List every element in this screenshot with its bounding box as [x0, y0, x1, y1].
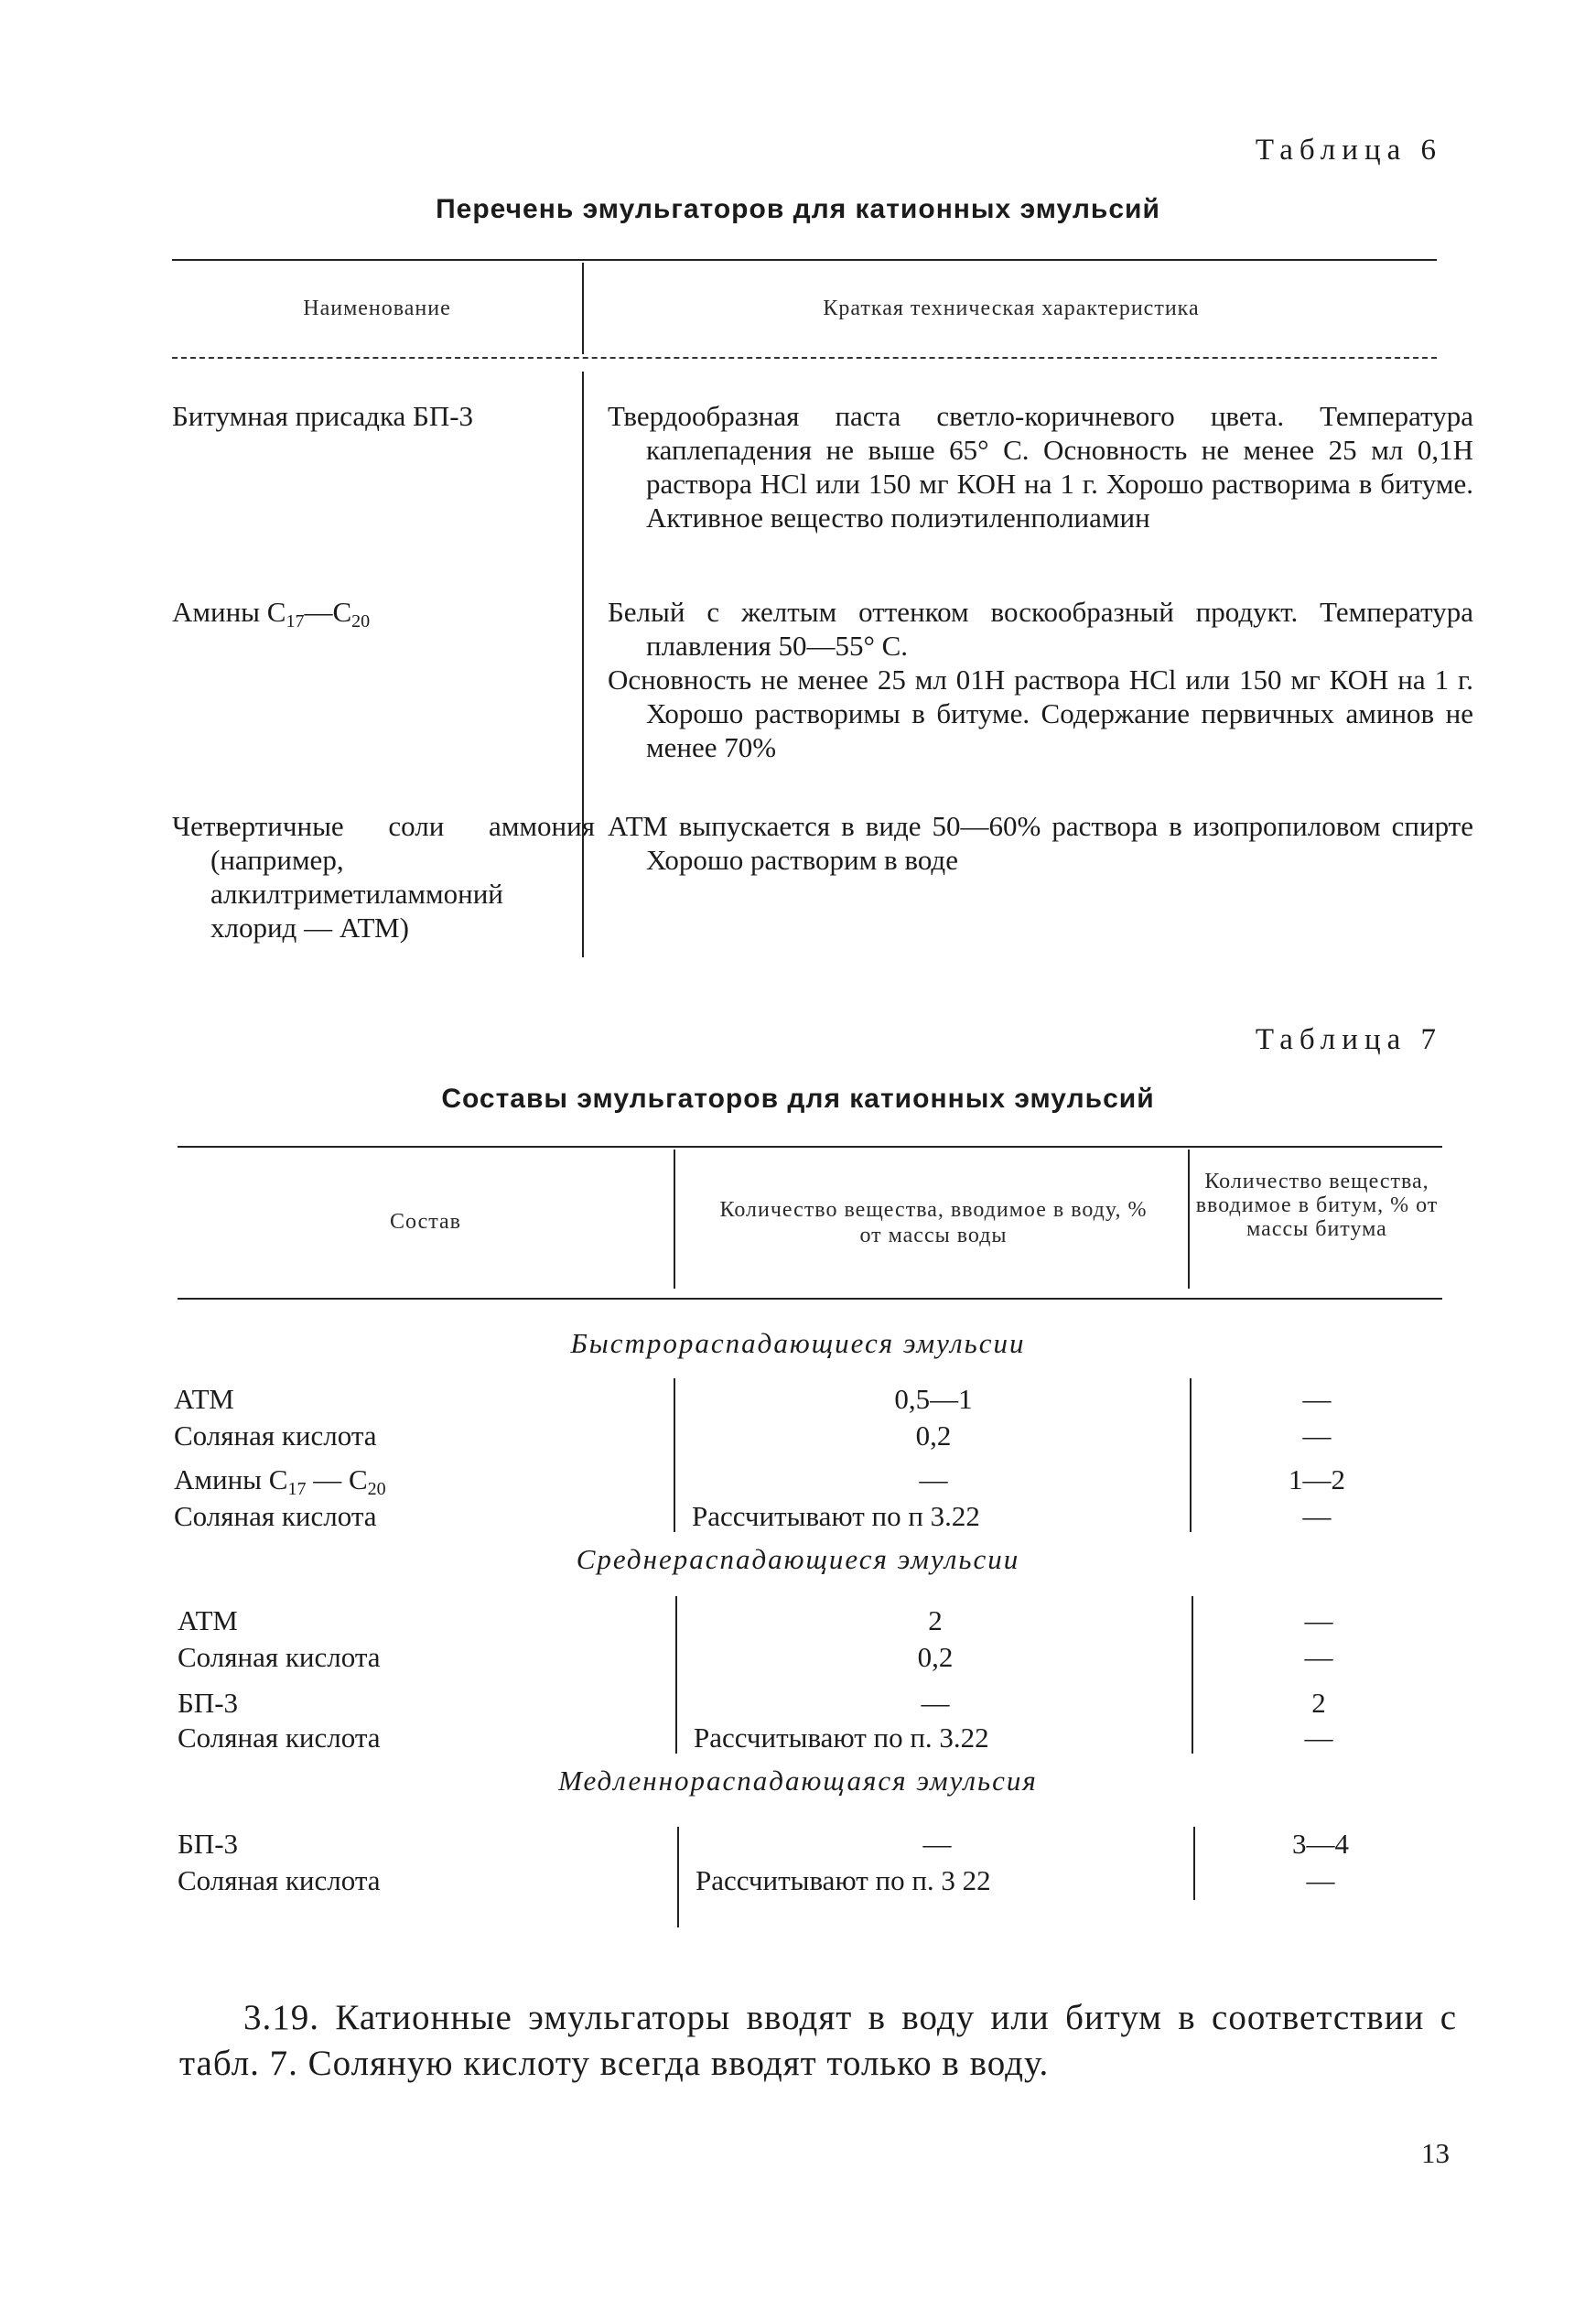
- paragraph-text: Катионные эмульгаторы вводят в воду или битум в соответствии с табл. 7. Соляную кислоту всегда вводят только в воду.: [179, 1998, 1458, 2083]
- table-7-s2-row-3-water: —: [921, 1687, 950, 1719]
- table-7-s1-row-3-bitumen: 1—2: [1289, 1463, 1345, 1495]
- table-7-s2-row-2-water: 0,2: [917, 1641, 954, 1673]
- table-6-row-2-desc-part-1: Белый с желтым оттенком воскообразный продукт. Температура плавления 50—55° С.: [608, 596, 1473, 662]
- table-7-s1-row-4-water: Рассчитывают по п 3.22: [692, 1500, 980, 1532]
- table-7-s2-row-1-bitumen: —: [1304, 1604, 1333, 1636]
- table-7-s2-row-3-composition: БП-3: [178, 1687, 239, 1719]
- table-7-s2-row-2-bitumen: —: [1304, 1641, 1333, 1673]
- table-7-header-composition: Состав: [389, 1210, 462, 1234]
- table-6-row-2-name: Амины $C_{17}—C_{20}$: [172, 596, 371, 631]
- table-6-top-rule: [172, 259, 1437, 261]
- table-7-header-divider-1: [674, 1150, 675, 1289]
- table-7-s2-row-1-water: 2: [928, 1604, 943, 1636]
- table-6-header-divider: [582, 263, 584, 354]
- table-7-header-rule: [178, 1298, 1442, 1300]
- table-7-s2-row-4-bitumen: —: [1304, 1722, 1333, 1754]
- table-7-s3-row-2-composition: Соляная кислота: [178, 1864, 381, 1896]
- table-7-label: Таблица 7: [1255, 1023, 1442, 1056]
- table-7-section-2-title: Среднераспадающиеся эмульсии: [576, 1543, 1020, 1575]
- table-7-section-3-title: Медленнораспадающаяся эмульсия: [558, 1765, 1038, 1797]
- table-7-s1-row-3-composition: Амины $C_{17}$ — $C_{20}$: [174, 1463, 386, 1499]
- table-6-title: Перечень эмульгаторов для катионных эмульсий: [436, 194, 1160, 224]
- table-6-label: Таблица 6: [1255, 134, 1442, 167]
- paragraph-number: 3.19.: [243, 1998, 319, 2037]
- table-6-row-3-name: Четвертичные соли аммония (например, алкилтриметиламмоний хлорид — АТМ): [172, 810, 595, 944]
- table-7-section-1-title: Быстрораспадающиеся эмульсии: [570, 1327, 1026, 1359]
- table-7-s3-row-1-bitumen: 3—4: [1292, 1828, 1349, 1860]
- page-number: 13: [1421, 2137, 1450, 2169]
- table-7-s2-row-4-water: Рассчитывают по п. 3.22: [694, 1722, 989, 1754]
- table-7-section-2-divider-2: [1192, 1596, 1193, 1754]
- table-6-header-rule: [172, 357, 1437, 359]
- table-7-title: Составы эмульгаторов для катионных эмульсий: [441, 1084, 1155, 1114]
- table-7-header-water: Количество вещества, вводимое в воду, % от массы воды: [719, 1198, 1148, 1247]
- table-7-s2-row-3-bitumen: 2: [1311, 1687, 1326, 1719]
- table-7-s1-row-3-water: —: [919, 1463, 948, 1495]
- table-7-s1-row-2-bitumen: —: [1302, 1419, 1332, 1452]
- table-7-section-3-divider-1: [677, 1827, 679, 1927]
- table-7-s1-row-1-bitumen: —: [1302, 1383, 1332, 1415]
- table-7-header-bitumen: Количество вещества, вводимое в битум, % от массы битума: [1195, 1170, 1439, 1241]
- table-7-s3-row-1-composition: БП-3: [178, 1828, 239, 1860]
- table-7-s2-row-4-composition: Соляная кислота: [178, 1722, 381, 1754]
- table-6-row-1-name: Битумная присадка БП-3: [172, 400, 474, 432]
- table-7-s1-row-2-water: 0,2: [915, 1419, 952, 1452]
- table-7-s3-row-1-water: —: [922, 1828, 952, 1860]
- paragraph-3-19: [179, 1995, 1457, 2087]
- table-7-s3-row-2-water: Рассчитывают по п. 3 22: [696, 1864, 991, 1896]
- table-7-top-rule: [178, 1146, 1442, 1148]
- table-7-s1-row-1-composition: АТМ: [174, 1383, 234, 1415]
- table-7-header-divider-2: [1188, 1150, 1190, 1289]
- table-7-s1-row-4-bitumen: —: [1302, 1500, 1332, 1532]
- table-7-s1-row-2-composition: Соляная кислота: [174, 1419, 377, 1452]
- table-7-s1-row-1-water: 0,5—1: [894, 1383, 973, 1415]
- table-7-s1-row-4-composition: Соляная кислота: [174, 1500, 377, 1532]
- table-6-row-3-desc: АТМ выпускается в виде 50—60% раствора в изопропиловом спирте Хорошо растворим в воде: [608, 810, 1473, 876]
- table-6-row-2-desc-part-2: Основность не менее 25 мл 01Н раствора НСl или 150 мг КОН на 1 г. Хорошо растворимы в битуме. Содержание первичных аминов не менее 70%: [608, 664, 1473, 763]
- table-7-s2-row-2-composition: Соляная кислота: [178, 1641, 381, 1673]
- table-7-s3-row-2-bitumen: —: [1306, 1864, 1335, 1896]
- table-7-s2-row-1-composition: АТМ: [178, 1604, 238, 1636]
- table-7-section-3-divider-2: [1193, 1827, 1195, 1900]
- table-7-section-2-divider-1: [675, 1596, 677, 1754]
- table-6-header-desc: Краткая техническая характеристика: [823, 297, 1200, 320]
- table-7-section-1-divider-2: [1190, 1378, 1192, 1532]
- table-6-header-name: Наименование: [303, 297, 451, 320]
- table-7-section-1-divider-1: [674, 1378, 675, 1532]
- table-6-row-1-desc: Твердообразная паста светло-коричневого цвета. Температура каплепадения не выше 65° С. Основность не менее 25 мл 0,1Н раствора НСl или 150 мг КОН на 1 г. Хорошо растворима в битуме. Активное вещество полиэтиленполиамин: [608, 400, 1473, 534]
